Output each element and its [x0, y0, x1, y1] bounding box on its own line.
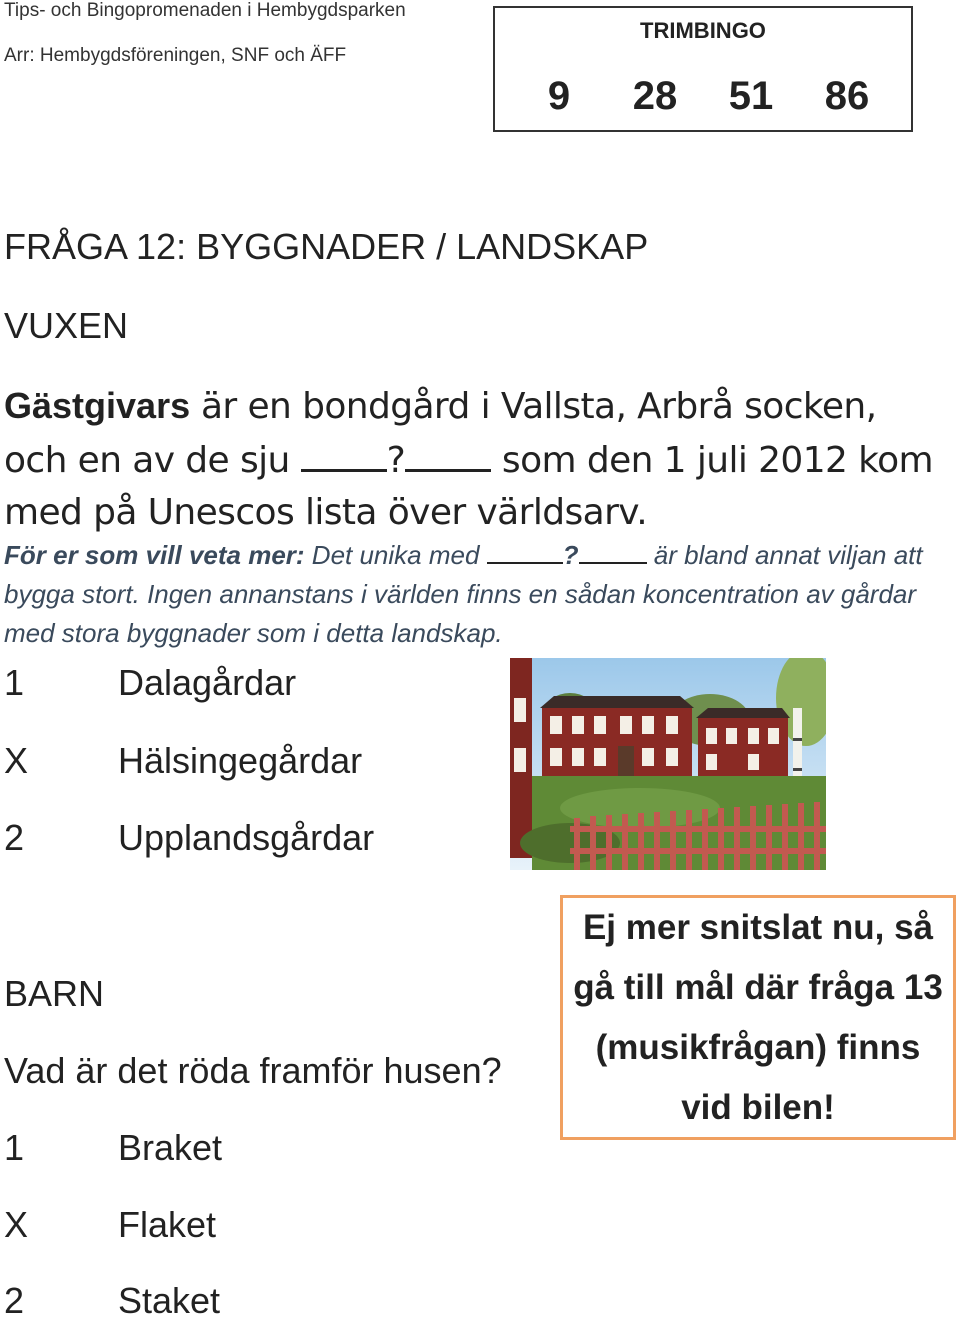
option-key: 1 — [4, 662, 25, 703]
option-text: Flaket — [118, 1204, 217, 1245]
question-mark: ? — [386, 440, 406, 481]
child-option-x — [4, 1204, 216, 1246]
option-text: Dalagårdar — [118, 662, 297, 703]
instruction-note — [560, 895, 956, 1140]
trimbingo-box — [493, 6, 913, 132]
header-organizers: Arr: Hembygdsföreningen, SNF och ÄFF — [4, 45, 347, 66]
trimbingo-number: 28 — [632, 74, 678, 118]
question-text-part2: som den 1 juli 2012 kom med på Unescos lista över världsarv. — [4, 440, 934, 533]
adult-label: VUXEN — [4, 305, 129, 346]
adult-option-x — [4, 740, 362, 782]
adult-option-1 — [4, 662, 296, 704]
instruction-text: Ej mer snitslat nu, så gå till mål där fråga 13 (musikfrågan) finns vid bilen! — [573, 907, 943, 1127]
info-text-part2: är bland annat viljan att bygga stort. Ingen annanstans i världen finns en sådan koncentration av gårdar med stora byggnader som i detta landskap. — [4, 540, 923, 648]
answer-blank — [579, 536, 647, 564]
option-text: Braket — [118, 1127, 223, 1168]
trimbingo-number: 9 — [547, 74, 571, 118]
info-heading: För er som vill veta mer: — [4, 540, 305, 570]
option-key: 2 — [4, 817, 25, 858]
question-title: FRÅGA 12: BYGGNADER / LANDSKAP — [4, 226, 649, 267]
trimbingo-numbers — [495, 74, 911, 119]
trimbingo-number: 51 — [728, 74, 774, 118]
answer-blank — [487, 536, 563, 564]
adult-question — [4, 380, 944, 539]
info-text — [4, 536, 954, 653]
option-key: 1 — [4, 1127, 25, 1168]
header-title: Tips- och Bingopromenaden i Hembygdsparken — [4, 0, 406, 21]
trimbingo-number: 86 — [824, 74, 870, 118]
option-key: X — [4, 740, 29, 781]
option-key: X — [4, 1204, 29, 1245]
answer-blank — [301, 433, 387, 472]
adult-option-2 — [4, 817, 374, 859]
child-option-2 — [4, 1280, 220, 1322]
trimbingo-title: TRIMBINGO — [640, 18, 766, 43]
question-subject: Gästgivars — [4, 385, 191, 426]
child-label: BARN — [4, 973, 105, 1014]
question-text-part1: är en bondgård i Vallsta, Arbrå socken, och en av de sju — [4, 386, 877, 481]
child-option-1 — [4, 1127, 222, 1169]
info-text-part1: Det unika med — [304, 540, 487, 570]
info-mark: ? — [562, 540, 579, 570]
farm-photo — [510, 658, 826, 870]
option-key: 2 — [4, 1280, 25, 1321]
child-question: Vad är det röda framför husen? — [4, 1050, 502, 1091]
option-text: Hälsingegårdar — [118, 740, 363, 781]
option-text: Upplandsgårdar — [118, 817, 375, 858]
answer-blank — [405, 433, 491, 472]
option-text: Staket — [118, 1280, 221, 1321]
